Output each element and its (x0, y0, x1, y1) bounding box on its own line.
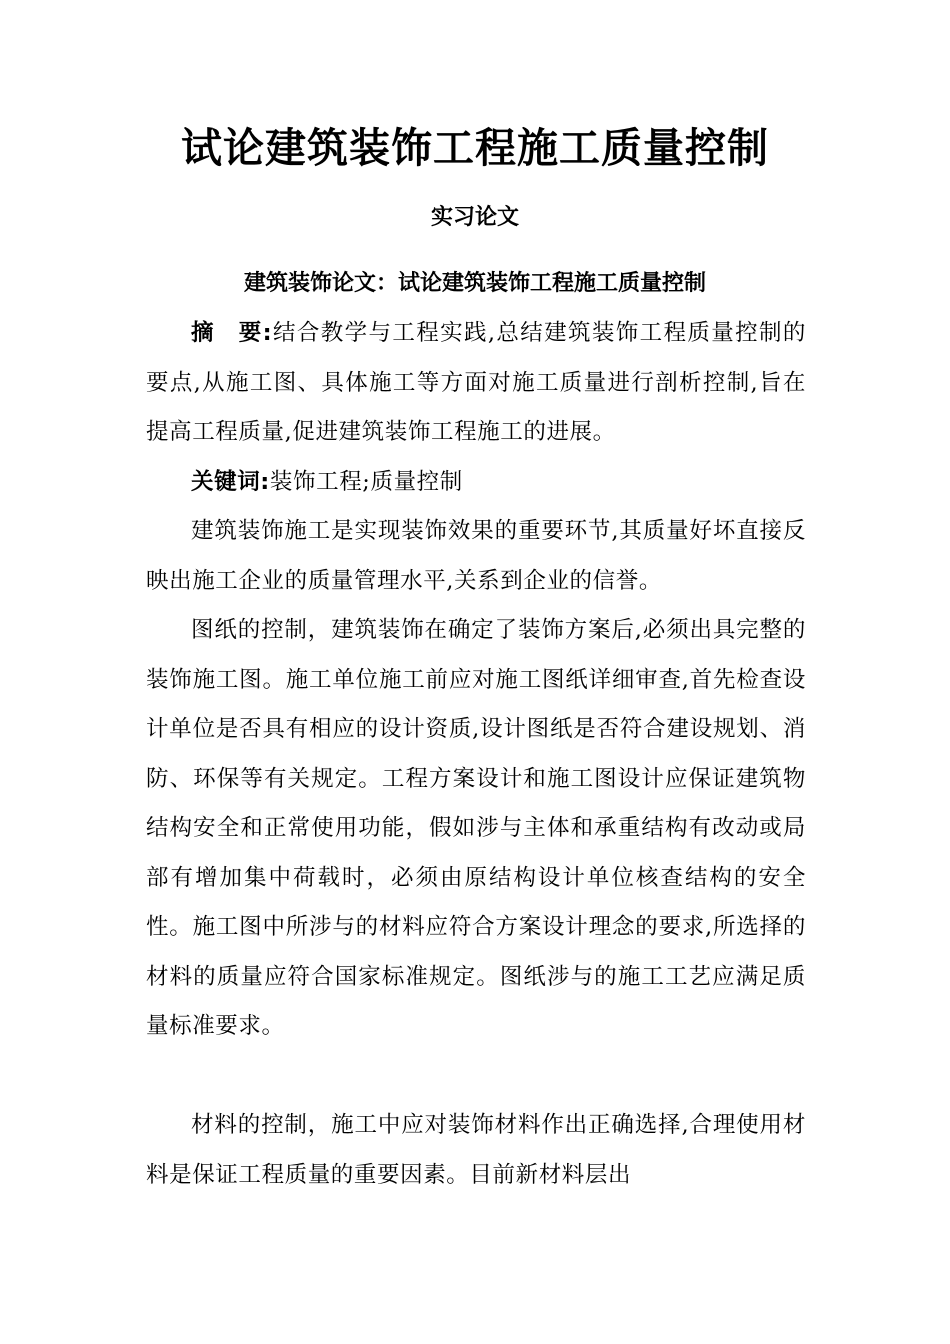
abstract-label: 摘 要: (191, 320, 273, 346)
section-heading: 建筑装饰论文：试论建筑装饰工程施工质量控制 (243, 271, 706, 296)
keywords-text: 装饰工程;质量控制 (269, 469, 463, 495)
keywords-paragraph (146, 458, 806, 508)
abstract-text: 结合教学与工程实践,总结建筑装饰工程质量控制的要点,从施工图、具体施工等方面对施工质量进行剖析控制,旨在提高工程质量,促进建筑装饰工程施工的进展。 (146, 320, 807, 445)
keywords-label: 关键词: (191, 469, 270, 495)
document-subtitle: 实习论文 (430, 205, 519, 230)
document-title: 试论建筑装饰工程施工质量控制 (181, 124, 769, 172)
body-paragraph: 材料的控制，施工中应对装饰材料作出正确选择,合理使用材料是保证工程质量的重要因素。目前新材料层出 (146, 1112, 806, 1188)
body-paragraph: 建筑装饰施工是实现装饰效果的重要环节,其质量好坏直接反映出施工企业的质量管理水平,关系到企业的信誉。 (146, 518, 806, 594)
abstract-paragraph (146, 309, 806, 458)
body-paragraph: 图纸的控制，建筑装饰在确定了装饰方案后,必须出具完整的装饰施工图。施工单位施工前应对施工图纸详细审查,首先检查设计单位是否具有相应的设计资质,设计图纸是否符合建设规划、消防、环保等有关规定。工程方案设计和施工图设计应保证建筑物结构安全和正常使用功能，假如涉与主体和承重结构有改动或局部有增加集中荷载时，必须由原结构设计单位核查结构的安全性。施工图中所涉与的材料应符合方案设计理念的要求,所选择的材料的质量应符合国家标准规定。图纸涉与的施工工艺应满足质量标准要求。 (146, 617, 806, 1039)
